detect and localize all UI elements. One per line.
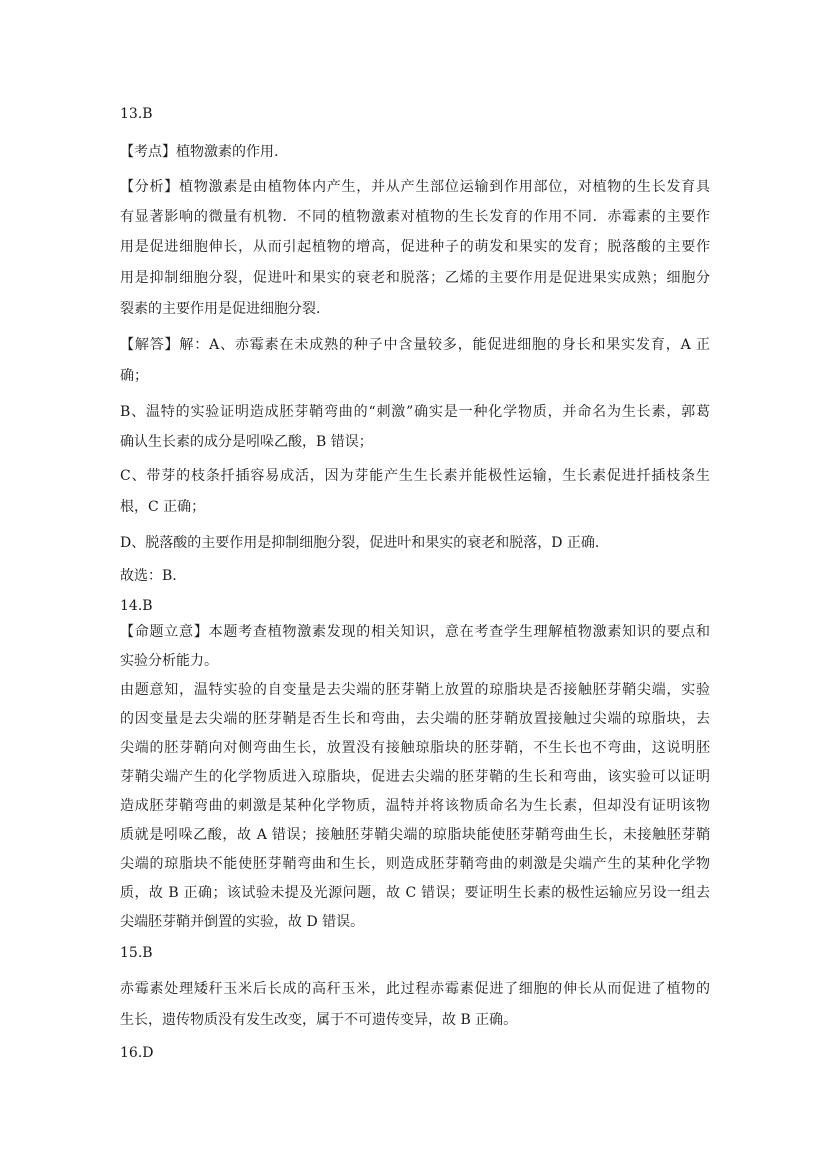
q14-line: 尖端的琼脂块不能使胚芽鞘弯曲和生长，则造成胚芽鞘弯曲的刺激是尖端产生的某种化学物: [120, 856, 710, 872]
q13-option-c-line: C、带芽的枝条扦插容易成活，因为芽能产生生长素并能极性运输，生长素促进扦插枝条生: [120, 468, 710, 484]
q14-line: 质，故 B 正确；该试验未提及光源问题，故 C 错误；要证明生长素的极性运输应另设一组去: [120, 885, 710, 901]
q13-fenxi-line: 裂素的主要作用是促进细胞分裂.: [120, 301, 321, 317]
q13-number: 13.B: [120, 106, 153, 122]
q14-line: 实验分析能力。: [120, 653, 218, 669]
q13-option-c-line: 根，C 正确；: [120, 499, 206, 515]
q16-number: 16.D: [120, 1045, 154, 1061]
q15-line: 生长，遗传物质没有发生改变，属于不可遗传变异，故 B 正确。: [120, 1012, 518, 1028]
q14-line: 尖端胚芽鞘并倒置的实验，故 D 错误。: [120, 914, 365, 930]
q14-line: 尖端的胚芽鞘向对侧弯曲生长，放置没有接触琼脂块的胚芽鞘，不生长也不弯曲，这说明胚: [120, 740, 710, 756]
q14-line: 的因变量是去尖端的胚芽鞘是否生长和弯曲，去尖端的胚芽鞘放置接触过尖端的琼脂块，去: [120, 711, 710, 727]
q14-number: 14.B: [120, 598, 153, 614]
q13-option-b-line: 确认生长素的成分是吲哚乙酸，B 错误；: [120, 434, 373, 450]
q13-jieda-line: 确；: [120, 368, 148, 384]
q15-number: 15.B: [120, 945, 153, 961]
q14-line: 质就是吲哚乙酸，故 A 错误；接触胚芽鞘尖端的琼脂块能使胚芽鞘弯曲生长，未接触胚芽鞘: [120, 827, 710, 843]
q14-line: 由题意知，温特实验的自变量是去尖端的胚芽鞘上放置的琼脂块是否接触胚芽鞘尖端，实验: [120, 682, 710, 698]
q13-conclusion: 故选：B.: [120, 568, 177, 584]
q15-line: 赤霉素处理矮秆玉米后长成的高秆玉米，此过程赤霉素促进了细胞的伸长从而促进了植物的: [120, 981, 710, 997]
q13-fenxi-line: 有显著影响的微量有机物．不同的植物激素对植物的生长发育的作用不同．赤霉素的主要作: [120, 209, 710, 225]
q13-option-b-line: B、温特的实验证明造成胚芽鞘弯曲的“刺激”确实是一种化学物质，并命名为生长素，郭葛: [120, 404, 710, 420]
q13-option-d: D、脱落酸的主要作用是抑制细胞分裂，促进叶和果实的衰老和脱落，D 正确.: [120, 535, 600, 551]
q13-fenxi-line: 用是抑制细胞分裂，促进叶和果实的衰老和脱落；乙烯的主要作用是促进果实成熟；细胞分: [120, 270, 710, 286]
q13-fenxi-line: 【分析】植物激素是由植物体内产生，并从产生部位运输到作用部位，对植物的生长发育具: [120, 179, 710, 195]
q14-line: 芽鞘尖端产生的化学物质进入琼脂块，促进去尖端的胚芽鞘的生长和弯曲，该实验可以证明: [120, 769, 710, 785]
q14-line: 造成胚芽鞘弯曲的刺激是某种化学物质，温特并将该物质命名为生长素，但却没有证明该物: [120, 798, 710, 814]
q13-jieda-line: 【解答】解：A、赤霉素在未成熟的种子中含量较多，能促进细胞的身长和果实发育，A 正: [120, 337, 710, 353]
q13-kaodian: 【考点】植物激素的作用.: [120, 144, 279, 160]
q14-line: 【命题立意】本题考查植物激素发现的相关知识，意在考查学生理解植物激素知识的要点和: [120, 624, 710, 640]
q13-fenxi-line: 用是促进细胞伸长，从而引起植物的增高，促进种子的萌发和果实的发育；脱落酸的主要作: [120, 239, 710, 255]
